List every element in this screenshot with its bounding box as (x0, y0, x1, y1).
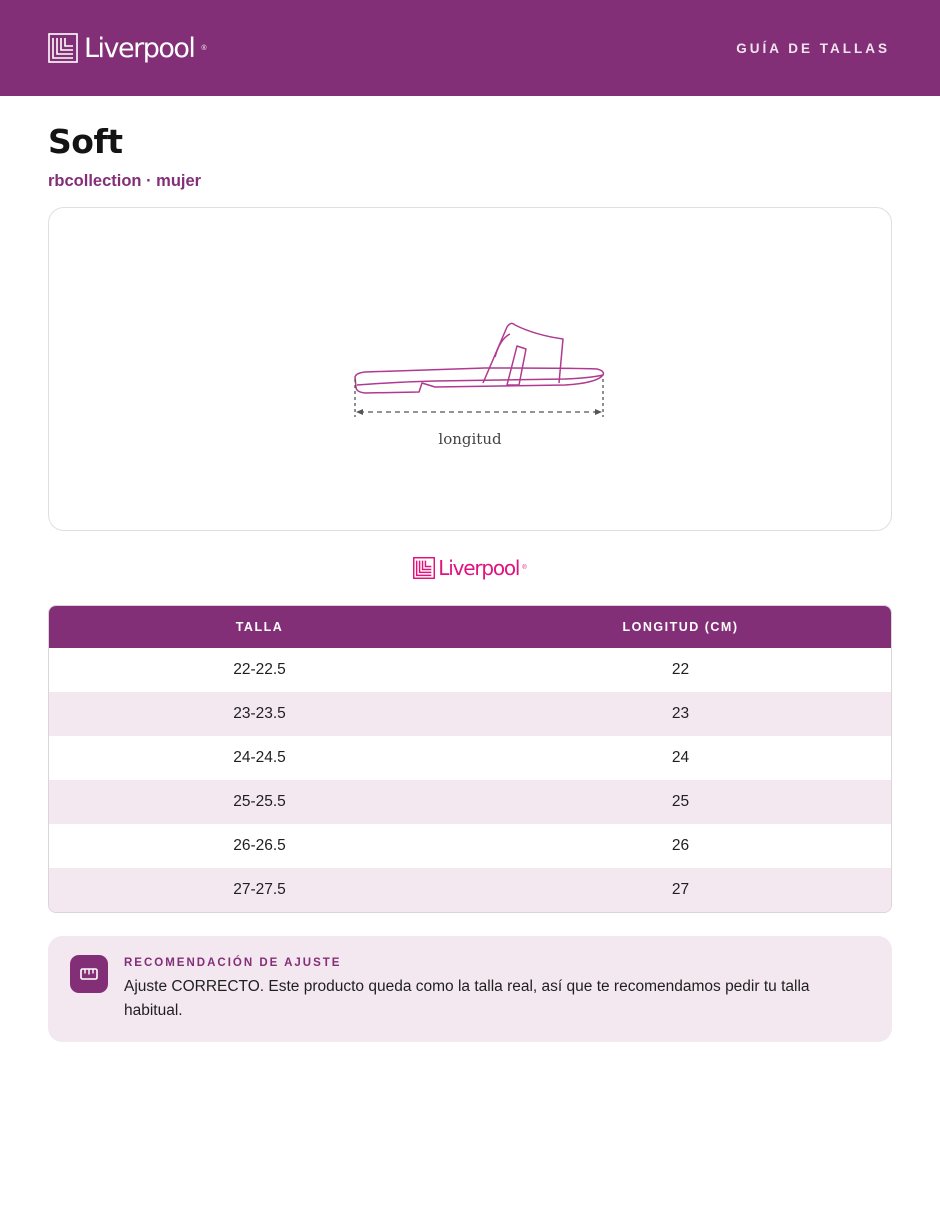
length-cell: 27 (671, 881, 690, 898)
size-cell: 24-24.5 (233, 749, 286, 766)
length-cell: 23 (671, 705, 690, 722)
table-header (49, 606, 891, 648)
table-row (49, 736, 891, 780)
logo-wordmark: Liverpool (84, 32, 195, 64)
liverpool-logo[interactable] (48, 33, 207, 63)
table-row (49, 868, 891, 912)
table-row (49, 648, 891, 692)
top-header (0, 0, 940, 96)
main-content (0, 122, 940, 1042)
length-cell: 22 (671, 661, 690, 678)
size-illustration-card (48, 207, 892, 531)
column-header-longitud: LONGITUD (CM) (622, 620, 739, 634)
size-cell: 27-27.5 (233, 881, 286, 898)
sandal-illustration (335, 299, 605, 439)
size-cell: 22-22.5 (233, 661, 286, 678)
table-row (49, 780, 891, 824)
product-title: Soft (48, 122, 123, 161)
size-cell: 25-25.5 (233, 793, 286, 810)
ruler-icon (70, 955, 108, 993)
liverpool-pink-mark-icon (413, 557, 435, 579)
longitud-label: longitud (438, 430, 502, 448)
recommendation-text: Ajuste CORRECTO. Este producto queda como la talla real, así que te recomendamos pedir tu talla habitual. (124, 978, 810, 1019)
table-row (49, 692, 891, 736)
size-cell: 23-23.5 (233, 705, 286, 722)
product-subtitle: rbcollection · mujer (48, 172, 202, 190)
header-title: GUÍA DE TALLAS (736, 40, 890, 56)
liverpool-mark-icon (48, 33, 78, 63)
recommendation-body (124, 955, 868, 1023)
length-cell: 26 (671, 837, 690, 854)
size-table (48, 605, 892, 913)
brand-wordmark: Liverpool (438, 556, 520, 580)
length-cell: 24 (671, 749, 690, 766)
length-cell: 25 (671, 793, 690, 810)
recommendation-heading: RECOMENDACIÓN DE AJUSTE (124, 957, 342, 969)
size-cell: 26-26.5 (233, 837, 286, 854)
brand-logo (48, 555, 892, 581)
fit-recommendation (48, 936, 892, 1042)
column-header-talla: TALLA (235, 620, 284, 634)
table-row (49, 824, 891, 868)
brand-registered-mark: ® (522, 565, 527, 571)
registered-mark: ® (201, 44, 207, 52)
